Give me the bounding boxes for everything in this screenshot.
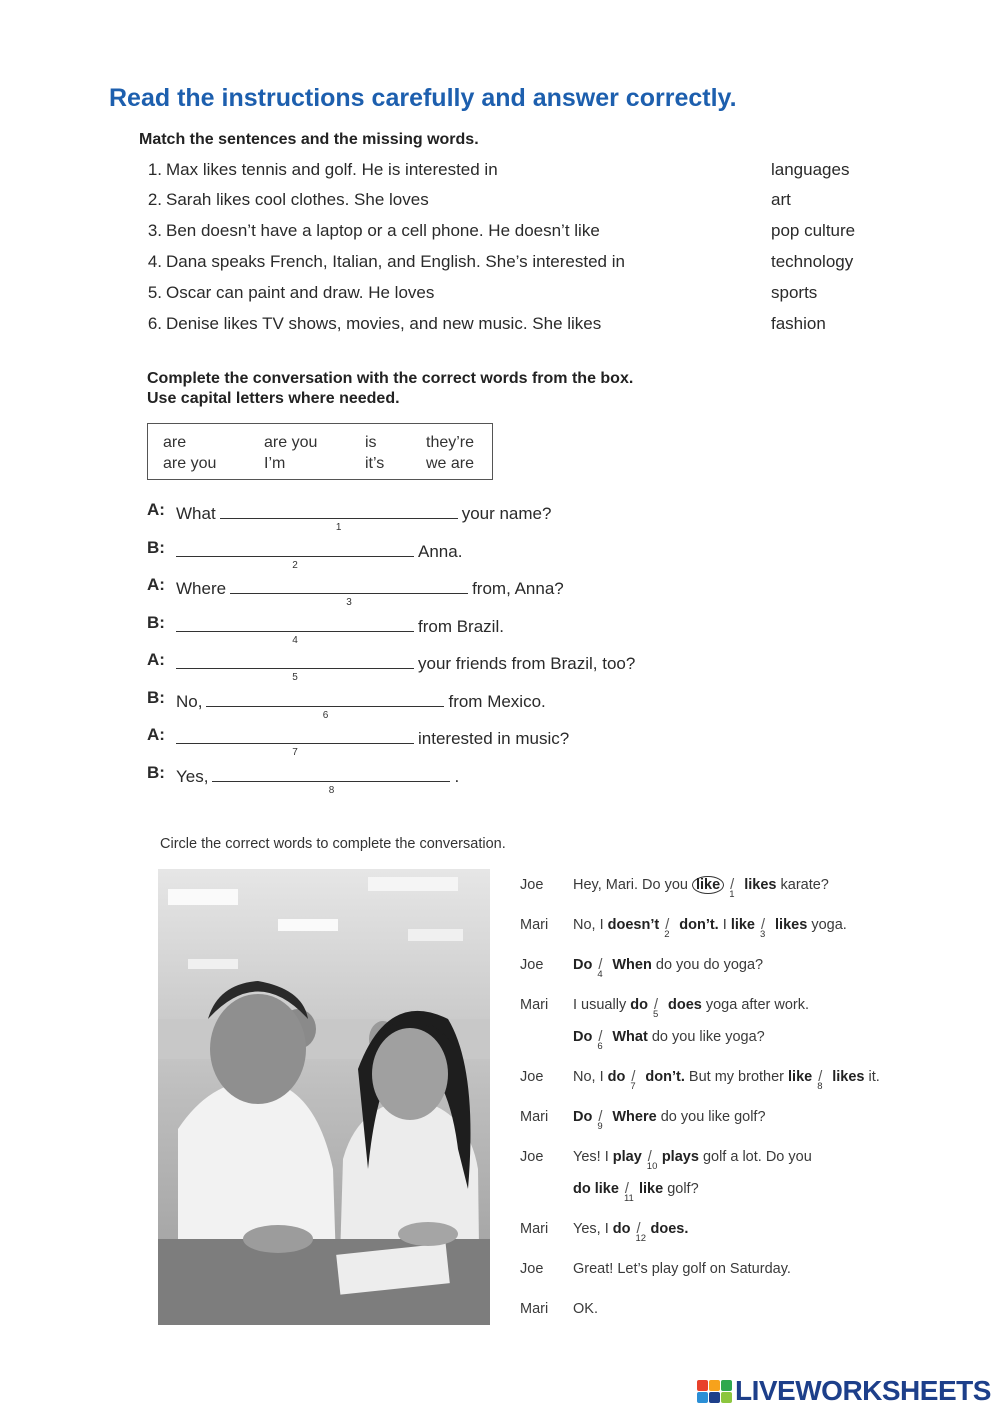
line-after: from Brazil.: [418, 617, 504, 636]
speaker-name: Mari: [520, 1221, 549, 1237]
choice-slash: / 10: [646, 1149, 658, 1172]
line-after: your friends from Brazil, too?: [418, 654, 636, 673]
choice-word[interactable]: don’t.: [645, 1069, 685, 1085]
dialogue-line: [520, 1181, 920, 1211]
item-number: 2.: [147, 190, 162, 209]
line-after: from, Anna?: [472, 579, 564, 598]
line-before: No,: [176, 692, 203, 711]
speaker-label: A:: [147, 725, 165, 744]
choice-word[interactable]: plays: [661, 1149, 699, 1165]
speaker-label: B:: [147, 763, 165, 782]
box-word: we are: [426, 455, 475, 472]
choice-word[interactable]: does.: [650, 1221, 689, 1237]
choice-word[interactable]: does: [667, 997, 702, 1013]
answer-blank[interactable]: [220, 500, 458, 533]
box-word: I’m: [264, 455, 286, 472]
dialogue-line: [520, 1261, 920, 1291]
match-item: [140, 160, 900, 184]
line-after: interested in music?: [418, 729, 570, 748]
choice-number: 3: [760, 929, 766, 940]
dialogue-text: Hey, Mari. Do you: [573, 877, 688, 893]
word-box: [147, 423, 493, 480]
speaker-label: A:: [147, 500, 165, 519]
section3-heading: Circle the correct words to complete the conversation.: [160, 836, 506, 852]
box-word: is: [365, 434, 377, 451]
conversation-line: [147, 725, 707, 763]
item-option[interactable]: languages: [771, 160, 850, 179]
item-sentence: Sarah likes cool clothes. She loves: [166, 190, 429, 209]
choice-slash: / 3: [760, 917, 766, 940]
logo-text: LIVEWORKSHEETS: [735, 1375, 991, 1406]
logo-tile: [709, 1380, 720, 1391]
answer-blank[interactable]: [176, 538, 414, 571]
match-item: [140, 252, 900, 276]
line-before: Where: [176, 579, 227, 598]
answer-blank[interactable]: [206, 688, 444, 721]
dialogue-line: [520, 1029, 920, 1059]
speaker-name: Mari: [520, 917, 549, 933]
blank-number: 1: [335, 522, 342, 533]
choice-word[interactable]: don’t.: [679, 917, 719, 933]
conversation-line: [147, 538, 707, 576]
dialogue-text: do you like golf?: [660, 1109, 766, 1125]
choice-word[interactable]: likes: [744, 877, 777, 893]
choice-word[interactable]: Do: [573, 1029, 593, 1045]
choice-number: 2: [664, 929, 670, 940]
dialogue-text: No, I: [573, 1069, 604, 1085]
choice-slash: / 12: [635, 1221, 647, 1244]
dialogue-text: golf a lot. Do you: [702, 1149, 812, 1165]
speaker-name: Mari: [520, 997, 549, 1013]
choice-slash: / 7: [630, 1069, 636, 1092]
blank-number: 7: [292, 747, 298, 758]
dialogue-text: I: [722, 917, 727, 933]
choice-word[interactable]: do: [612, 1221, 631, 1237]
logo-tile: [721, 1380, 732, 1391]
item-sentence: Oscar can paint and draw. He loves: [166, 283, 435, 302]
dialogue-line: [520, 957, 920, 987]
item-number: 3.: [147, 221, 162, 240]
item-sentence: Dana speaks French, Italian, and English. She’s interested in: [166, 252, 625, 271]
choice-word[interactable]: do: [630, 997, 648, 1013]
blank-number: 2: [292, 560, 298, 571]
blank-number: 5: [292, 672, 298, 683]
speaker-label: B:: [147, 538, 165, 557]
page-title: Read the instructions carefully and answer correctly.: [109, 84, 737, 112]
conversation-line: [147, 575, 707, 613]
choice-word[interactable]: Do: [573, 957, 593, 973]
item-number: 5.: [147, 283, 162, 302]
answer-blank[interactable]: [230, 575, 468, 608]
choice-number: 9: [597, 1121, 603, 1132]
dialogue-line: [520, 997, 920, 1027]
choice-number: 6: [597, 1041, 603, 1052]
box-word: they’re: [426, 434, 475, 451]
speaker-label: B:: [147, 688, 165, 707]
speaker-name: Joe: [520, 957, 544, 973]
item-number: 1.: [147, 160, 162, 179]
line-after: Anna.: [418, 542, 463, 561]
item-option[interactable]: technology: [771, 252, 854, 271]
box-word: are you: [264, 434, 318, 451]
item-option[interactable]: pop culture: [771, 221, 856, 240]
dialogue-text: Yes! I: [573, 1149, 609, 1165]
choice-word[interactable]: like: [788, 1069, 813, 1085]
dialogue-text: OK.: [573, 1301, 598, 1317]
match-item: [140, 221, 900, 245]
logo-tile: [709, 1392, 720, 1403]
line-after: your name?: [461, 504, 552, 523]
choice-word[interactable]: like: [730, 917, 755, 933]
answer-blank[interactable]: [212, 763, 450, 796]
section2-heading: Complete the conversation with the correct words from the box.: [147, 370, 634, 387]
logo-tile: [697, 1392, 708, 1403]
section2-subheading: Use capital letters where needed.: [147, 390, 400, 407]
item-sentence: Denise likes TV shows, movies, and new music. She likes: [166, 314, 602, 333]
match-item: [140, 190, 900, 214]
dialogue-text: I usually: [573, 997, 627, 1013]
choice-slash: / 5: [652, 997, 659, 1020]
dialogue-text: yoga.: [811, 917, 847, 933]
choice-word[interactable]: likes: [832, 1069, 865, 1085]
match-item: [140, 314, 900, 338]
box-word: are you: [163, 455, 217, 472]
choice-slash: / 2: [664, 917, 670, 940]
dialogue-text: golf?: [667, 1181, 699, 1197]
dialogue-text: Yes, I: [573, 1221, 609, 1237]
choice-word[interactable]: do like: [573, 1181, 619, 1197]
choice-number: 1: [729, 889, 735, 900]
choice-word[interactable]: like: [692, 876, 724, 894]
line-before: Yes,: [176, 767, 209, 786]
logo-tile: [697, 1380, 708, 1391]
item-option[interactable]: art: [771, 190, 791, 209]
conversation-line: [147, 763, 707, 801]
conversation-line: [147, 500, 707, 538]
speaker-name: Joe: [520, 1069, 544, 1085]
choice-number: 8: [817, 1081, 823, 1092]
dialogue-text: it.: [868, 1069, 880, 1085]
choice-number: 10: [646, 1161, 658, 1172]
choice-slash: / 11: [623, 1181, 634, 1204]
speaker-name: Mari: [520, 1301, 549, 1317]
box-word: are: [163, 434, 187, 451]
conversation-line: [147, 688, 707, 726]
speaker-name: Joe: [520, 877, 544, 893]
choice-number: 4: [597, 969, 603, 980]
item-option[interactable]: sports: [771, 283, 818, 302]
answer-blank[interactable]: [176, 613, 414, 646]
choice-word[interactable]: likes: [775, 917, 808, 933]
liveworksheets-logo[interactable]: [697, 1375, 991, 1405]
students-photo: [158, 869, 490, 1325]
speaker-name: Mari: [520, 1109, 549, 1125]
speaker-label: A:: [147, 650, 165, 669]
blank-number: 3: [346, 597, 352, 608]
section1-heading: Match the sentences and the missing words.: [139, 131, 479, 148]
speaker-label: A:: [147, 575, 165, 594]
dialogue-text: do you do yoga?: [655, 957, 764, 973]
dialogue-line: [520, 1149, 920, 1179]
choice-word[interactable]: Where: [612, 1109, 657, 1125]
choice-slash: / 1: [729, 877, 735, 900]
choice-word[interactable]: doesn’t: [607, 917, 660, 933]
dialogue-text: do you like yoga?: [651, 1029, 765, 1045]
choice-word[interactable]: like: [638, 1181, 664, 1197]
dialogue-text: Great! Let’s play golf on Saturday.: [573, 1261, 791, 1277]
choice-slash: / 6: [597, 1029, 603, 1052]
dialogue-text: karate?: [780, 877, 829, 893]
line-after: from Mexico.: [448, 692, 546, 711]
item-sentence: Max likes tennis and golf. He is interested in: [166, 160, 498, 179]
item-option[interactable]: fashion: [771, 314, 826, 333]
line-before: What: [176, 504, 216, 523]
dialogue-text: But my brother: [688, 1069, 784, 1085]
choice-slash: / 4: [597, 957, 603, 980]
choice-word[interactable]: When: [612, 957, 652, 973]
blank-number: 4: [292, 635, 298, 646]
answer-blank[interactable]: [176, 725, 414, 758]
choice-word[interactable]: Do: [573, 1109, 593, 1125]
box-word: it’s: [365, 455, 385, 472]
line-after: .: [454, 767, 460, 786]
choice-number: 7: [630, 1081, 636, 1092]
blank-number: 8: [328, 785, 335, 796]
conversation-line: [147, 650, 707, 688]
item-sentence: Ben doesn’t have a laptop or a cell phone. He doesn’t like: [166, 221, 600, 240]
speaker-name: Joe: [520, 1261, 544, 1277]
choice-word[interactable]: play: [612, 1149, 642, 1165]
dialogue-line: [520, 877, 920, 907]
dialogue-text: No, I: [573, 917, 604, 933]
dialogue-line: [520, 1109, 920, 1139]
choice-word[interactable]: do: [607, 1069, 626, 1085]
dialogue-line: [520, 1301, 920, 1331]
match-item: [140, 283, 900, 307]
dialogue-line: [520, 1221, 920, 1251]
choice-slash: / 8: [817, 1069, 823, 1092]
item-number: 4.: [147, 252, 162, 271]
choice-number: 5: [652, 1009, 659, 1020]
choice-number: 11: [623, 1193, 634, 1204]
logo-tile: [721, 1392, 732, 1403]
choice-slash: / 9: [597, 1109, 603, 1132]
choice-number: 12: [635, 1233, 647, 1244]
speaker-label: B:: [147, 613, 165, 632]
dialogue-line: [520, 1069, 920, 1099]
item-number: 6.: [147, 314, 162, 333]
dialogue-text: yoga after work.: [705, 997, 810, 1013]
answer-blank[interactable]: [176, 650, 414, 683]
conversation-line: [147, 613, 707, 651]
dialogue-line: [520, 917, 920, 947]
blank-number: 6: [322, 710, 329, 721]
choice-word[interactable]: What: [612, 1029, 648, 1045]
logo-tiles-icon: [697, 1380, 732, 1403]
speaker-name: Joe: [520, 1149, 544, 1165]
